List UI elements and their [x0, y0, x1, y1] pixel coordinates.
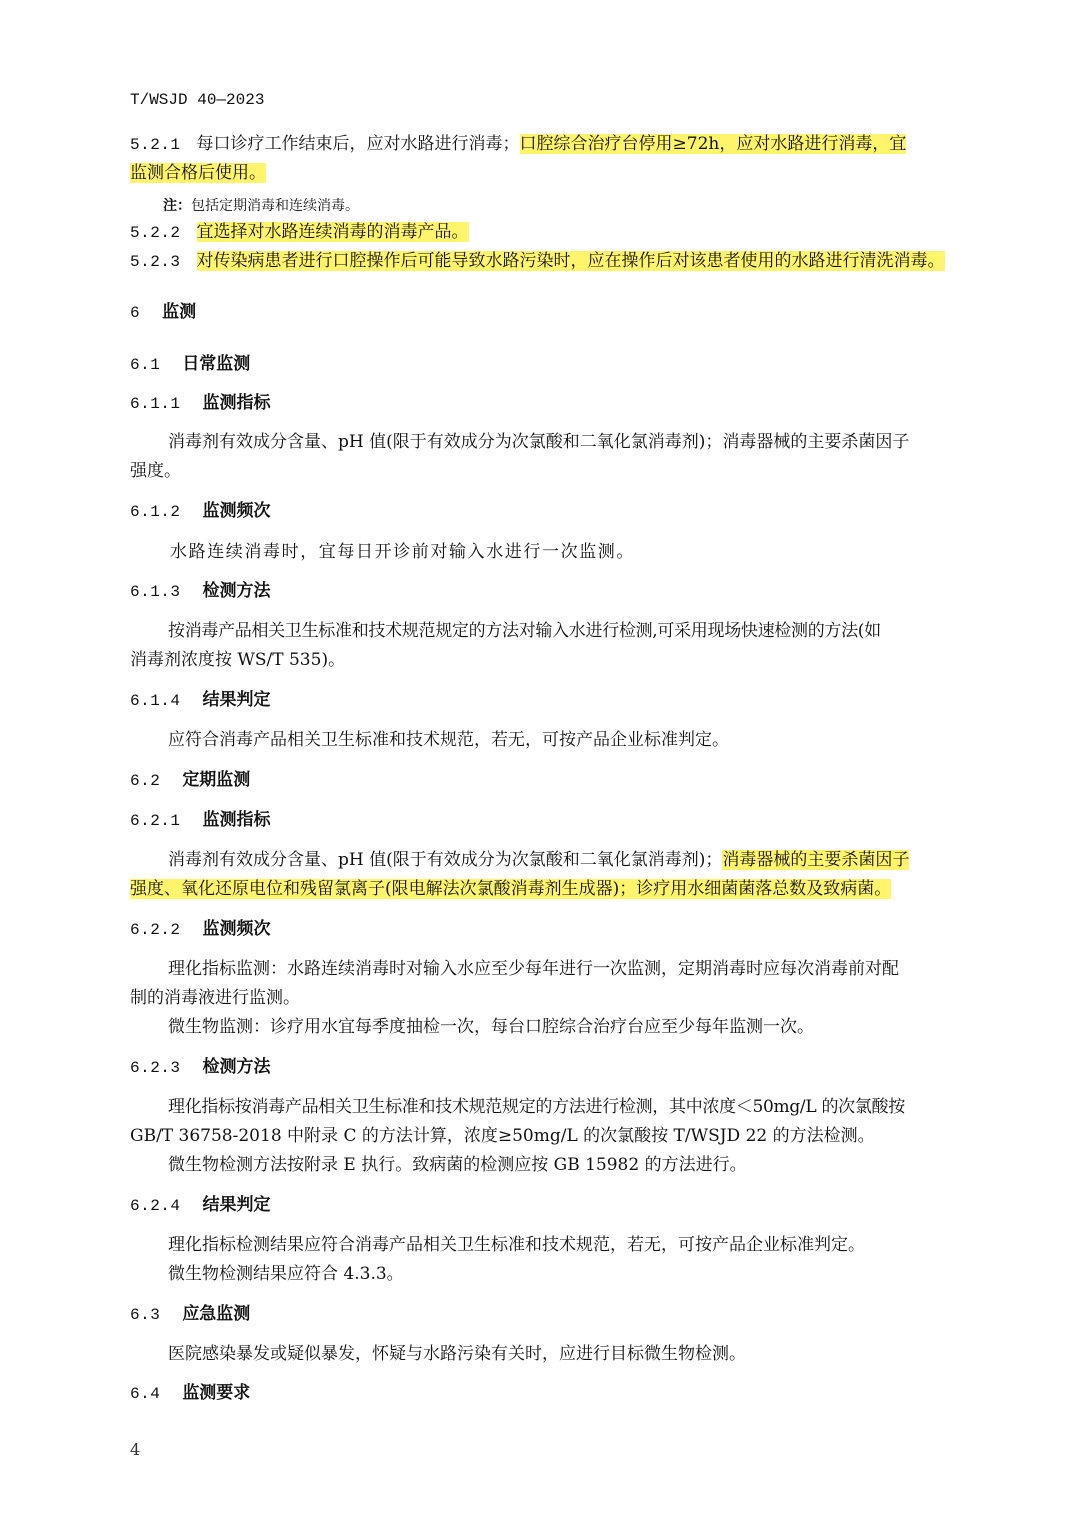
- clause-title: 结果判定: [202, 690, 271, 710]
- section-6-3-heading: [130, 1302, 250, 1327]
- clause-6-1-4-heading: [130, 688, 271, 713]
- clause-number: 6.2.1: [130, 812, 181, 830]
- paragraph-line: 理化指标按消毒产品相关卫生标准和技术规范规定的方法进行检测，其中浓度＜50mg/L 的次氯酸按: [168, 1097, 905, 1117]
- highlighted-text: 消毒器械的主要杀菌因子: [722, 850, 910, 870]
- paragraph-line: 理化指标检测结果应符合消毒产品相关卫生标准和技术规范，若无，可按产品企业标准判定。: [168, 1235, 865, 1255]
- paragraph-line: 消毒剂有效成分含量、pH 值(限于有效成分为次氯酸和二氧化氯消毒剂)；消毒器械的主要杀菌因子: [168, 432, 910, 452]
- clause-number: 6.1.2: [130, 503, 181, 521]
- section-number: 6.1: [130, 356, 161, 374]
- chapter-title: 监测: [162, 302, 197, 322]
- section-6-1-heading: [130, 352, 250, 377]
- paragraph-line: 微生物检测结果应符合 4.3.3。: [168, 1264, 404, 1284]
- clause-5-2-3: [130, 249, 945, 274]
- paragraph-line: 强度。: [130, 461, 181, 481]
- clause-title: 结果判定: [202, 1195, 271, 1215]
- doc-header: T/WSJD 40—2023: [130, 91, 265, 109]
- clause-number: 5.2.2: [130, 224, 181, 242]
- clause-5-2-2: [130, 220, 469, 245]
- section-title: 监测要求: [182, 1383, 251, 1403]
- clause-6-1-1-heading: [130, 391, 271, 416]
- clause-title: 监测指标: [202, 393, 271, 413]
- section-title: 日常监测: [182, 354, 251, 374]
- clause-number: 5.2.1: [130, 136, 181, 154]
- highlighted-text: 强度、氧化还原电位和残留氯离子(限电解法次氯酸消毒剂生成器)；诊疗用水细菌菌落总数及致病菌。: [130, 879, 892, 899]
- paragraph-line: 微生物检测方法按附录 E 执行。致病菌的检测应按 GB 15982 的方法进行。: [168, 1155, 747, 1175]
- highlighted-text: 对传染病患者进行口腔操作后可能导致水路污染时，应在操作后对该患者使用的水路进行清洗消毒。: [196, 251, 945, 271]
- clause-5-2-1: [130, 132, 906, 157]
- section-6-4-heading: [130, 1381, 250, 1406]
- clause-6-2-2-heading: [130, 917, 271, 942]
- chapter-6-heading: [130, 300, 196, 325]
- note-label: 注：: [163, 198, 191, 214]
- clause-number: 6.2.2: [130, 921, 181, 939]
- clause-number: 6.1.3: [130, 583, 181, 601]
- clause-number: 5.2.3: [130, 253, 181, 271]
- paragraph-line: 水路连续消毒时，宜每日开诊前对输入水进行一次监测。: [170, 542, 635, 562]
- chapter-number: 6: [130, 304, 141, 322]
- paragraph-line: 制的消毒液进行监测。: [130, 988, 300, 1008]
- section-number: 6.4: [130, 1385, 161, 1403]
- page-number: 4: [130, 1440, 141, 1459]
- paragraph-text: 消毒剂有效成分含量、pH 值(限于有效成分为次氯酸和二氧化氯消毒剂)；: [168, 850, 723, 870]
- paragraph-line: 消毒剂浓度按 WS/T 535)。: [130, 650, 346, 670]
- paragraph-line: [168, 848, 909, 872]
- section-number: 6.3: [130, 1306, 161, 1324]
- paragraph-line: 应符合消毒产品相关卫生标准和技术规范，若无，可按产品企业标准判定。: [168, 730, 729, 750]
- section-6-2-heading: [130, 768, 250, 793]
- note: [163, 194, 359, 218]
- clause-text: 每口诊疗工作结束后，应对水路进行消毒；: [196, 134, 520, 154]
- clause-title: 检测方法: [202, 581, 271, 601]
- clause-6-2-3-heading: [130, 1055, 271, 1080]
- highlighted-text: 宜选择对水路连续消毒的消毒产品。: [196, 222, 469, 242]
- paragraph-line: 微生物监测：诊疗用水宜每季度抽检一次，每台口腔综合治疗台应至少每年监测一次。: [168, 1017, 814, 1037]
- clause-title: 监测指标: [202, 810, 271, 830]
- clause-6-1-3-heading: [130, 579, 271, 604]
- clause-number: 6.2.4: [130, 1197, 181, 1215]
- clause-number: 6.1.4: [130, 692, 181, 710]
- paragraph-line: 按消毒产品相关卫生标准和技术规范规定的方法对输入水进行检测,可采用现场快速检测的方法(如: [168, 621, 881, 641]
- clause-6-2-1-heading: [130, 808, 271, 833]
- highlighted-text: 口腔综合治疗台停用≥72h，应对水路进行消毒，宜: [519, 134, 907, 154]
- clause-6-2-4-heading: [130, 1193, 271, 1218]
- paragraph-line: [130, 877, 891, 901]
- section-number: 6.2: [130, 772, 161, 790]
- clause-title: 监测频次: [202, 919, 271, 939]
- section-title: 应急监测: [182, 1304, 251, 1324]
- highlighted-text: 监测合格后使用。: [130, 163, 266, 183]
- clause-number: 6.1.1: [130, 395, 181, 413]
- section-title: 定期监测: [182, 770, 251, 790]
- paragraph-line: GB/T 36758-2018 中附录 C 的方法计算，浓度≥50mg/L 的次氯酸按 T/WSJD 22 的方法检测。: [130, 1126, 875, 1146]
- clause-title: 监测频次: [202, 501, 271, 521]
- clause-5-2-1-continued: [130, 161, 266, 185]
- clause-6-1-2-heading: [130, 499, 271, 524]
- paragraph-line: 医院感染暴发或疑似暴发，怀疑与水路污染有关时，应进行目标微生物检测。: [168, 1344, 746, 1364]
- clause-number: 6.2.3: [130, 1059, 181, 1077]
- paragraph-line: 理化指标监测：水路连续消毒时对输入水应至少每年进行一次监测，定期消毒时应每次消毒前对配: [168, 959, 899, 979]
- note-text: 包括定期消毒和连续消毒。: [191, 198, 359, 214]
- clause-title: 检测方法: [202, 1057, 271, 1077]
